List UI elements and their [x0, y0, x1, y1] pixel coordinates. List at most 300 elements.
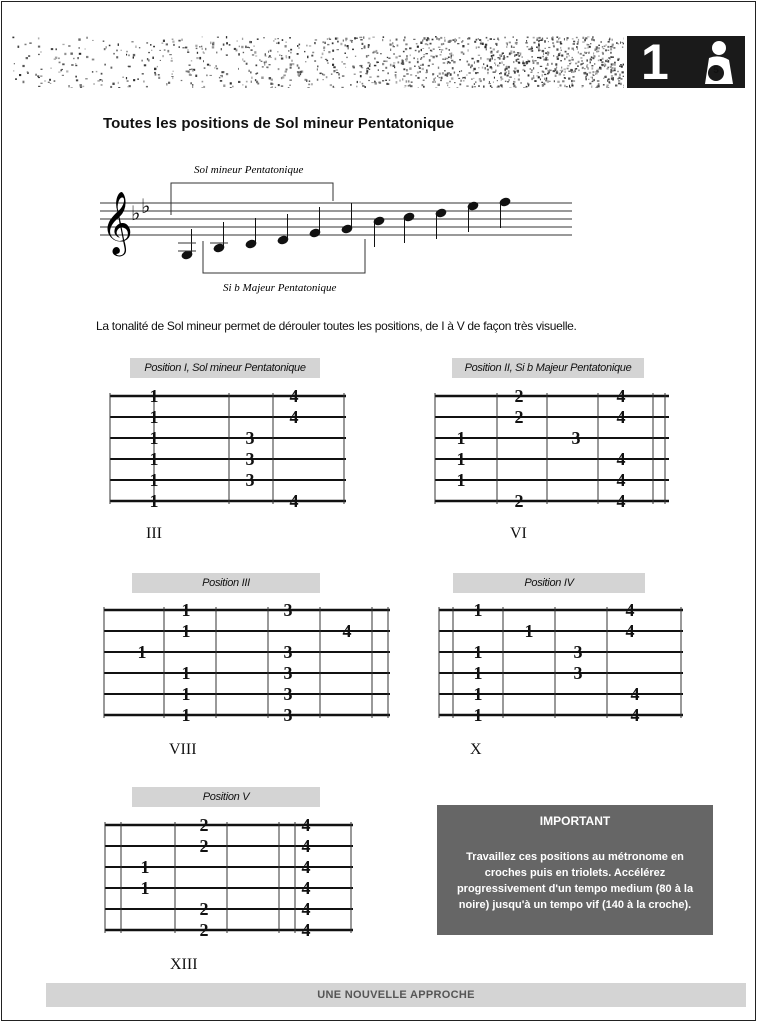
- speckle: [603, 48, 605, 49]
- speckle: [602, 46, 603, 47]
- finger-number: 1: [473, 663, 483, 683]
- speckle: [617, 71, 619, 72]
- speckle: [525, 87, 527, 88]
- speckle: [556, 48, 558, 50]
- speckle: [221, 75, 223, 77]
- speckle: [252, 54, 254, 55]
- speckle: [508, 79, 510, 81]
- speckle: [329, 38, 330, 39]
- speckle: [484, 46, 486, 48]
- speckle: [281, 86, 283, 87]
- speckle: [332, 42, 334, 44]
- speckle: [565, 71, 566, 73]
- speckle: [209, 65, 211, 66]
- speckle: [612, 44, 614, 46]
- speckle: [522, 62, 524, 64]
- speckle: [25, 44, 27, 46]
- speckle: [539, 50, 540, 51]
- speckle: [448, 57, 450, 59]
- speckle: [438, 84, 441, 86]
- speckle: [102, 80, 103, 82]
- page-number: 5: [713, 65, 719, 76]
- speckle: [552, 42, 554, 43]
- speckle: [314, 60, 316, 62]
- speckle: [589, 72, 592, 74]
- speckle: [553, 70, 555, 72]
- speckle: [536, 75, 538, 76]
- speckle: [253, 46, 255, 47]
- speckle: [518, 54, 520, 55]
- speckle: [332, 64, 334, 66]
- speckle: [188, 71, 190, 73]
- speckle: [508, 66, 510, 68]
- speckle: [556, 41, 558, 43]
- speckle: [289, 85, 290, 87]
- speckle: [275, 38, 277, 40]
- speckle: [380, 53, 382, 54]
- speckle: [311, 83, 313, 85]
- speckle: [533, 42, 535, 44]
- finger-number: 1: [456, 470, 466, 490]
- speckle: [270, 57, 272, 58]
- speckle: [289, 56, 291, 59]
- speckle: [92, 59, 95, 61]
- speckle: [582, 41, 585, 42]
- speckle: [326, 60, 328, 61]
- speckle: [197, 52, 198, 54]
- speckle: [422, 48, 424, 49]
- speckle: [427, 44, 428, 46]
- speckle: [553, 55, 554, 56]
- speckle: [28, 55, 30, 57]
- speckle: [527, 46, 529, 47]
- speckle: [364, 46, 366, 48]
- speckle: [418, 87, 419, 88]
- speckle: [598, 83, 600, 85]
- speckle: [438, 38, 440, 40]
- speckle: [542, 85, 543, 87]
- speckle: [611, 75, 613, 77]
- speckle: [405, 43, 407, 45]
- speckle: [594, 63, 595, 64]
- speckle: [256, 65, 258, 67]
- speckle: [336, 70, 338, 71]
- speckle: [430, 43, 432, 45]
- speckle: [444, 59, 445, 60]
- speckle: [169, 54, 172, 55]
- finger-number: 4: [301, 836, 311, 856]
- finger-number: 2: [199, 817, 209, 835]
- speckle: [127, 80, 129, 82]
- speckle: [574, 80, 575, 81]
- speckle: [421, 49, 422, 51]
- speckle: [317, 68, 318, 70]
- speckle: [556, 67, 557, 69]
- speckle: [415, 75, 417, 76]
- speckle: [290, 49, 292, 51]
- speckle: [111, 67, 113, 69]
- speckle: [500, 76, 502, 78]
- speckle: [607, 79, 608, 81]
- speckle: [78, 38, 80, 40]
- speckle: [223, 71, 224, 73]
- speckle: [581, 60, 583, 62]
- speckle: [605, 49, 607, 51]
- speckle: [615, 73, 617, 75]
- speckle: [567, 37, 569, 39]
- speckle: [540, 66, 542, 67]
- speckle: [341, 61, 343, 62]
- speckle: [473, 68, 475, 70]
- speckle: [171, 60, 173, 62]
- speckle: [202, 81, 204, 83]
- speckle: [544, 40, 546, 43]
- finger-number: 4: [616, 388, 626, 406]
- speckle: [503, 58, 505, 60]
- speckle: [560, 84, 562, 86]
- speckle: [13, 70, 14, 71]
- position-numeral-1: III: [146, 525, 162, 542]
- speckle: [587, 67, 588, 69]
- speckle: [443, 43, 444, 45]
- speckle: [223, 85, 225, 88]
- speckle: [361, 48, 362, 49]
- speckle: [410, 85, 413, 87]
- speckle: [490, 38, 492, 40]
- speckle: [403, 51, 405, 53]
- speckle: [64, 53, 66, 55]
- speckle: [528, 49, 529, 51]
- speckle: [577, 43, 579, 45]
- finger-number: 1: [137, 642, 147, 662]
- bracket-bottom-label: Si b Majeur Pentatonique: [223, 282, 337, 294]
- finger-number: 4: [301, 899, 311, 919]
- speckle: [195, 75, 197, 77]
- speckle: [144, 64, 146, 66]
- speckle: [116, 50, 118, 52]
- speckle: [413, 39, 415, 40]
- speckle: [540, 40, 543, 41]
- speckle: [450, 73, 452, 76]
- speckle: [572, 48, 574, 50]
- speckle: [51, 68, 52, 69]
- speckle: [547, 51, 548, 53]
- speckle: [38, 86, 40, 87]
- position-label-4: Position IV: [453, 573, 645, 593]
- speckle: [538, 45, 540, 47]
- speckle: [538, 40, 539, 42]
- speckle: [617, 78, 619, 79]
- speckle: [587, 64, 589, 65]
- speckle: [492, 57, 493, 59]
- speckle: [526, 61, 528, 63]
- speckle: [564, 77, 565, 78]
- speckle: [110, 86, 112, 88]
- speckle: [247, 47, 249, 48]
- speckle: [467, 44, 469, 45]
- speckle: [182, 47, 184, 48]
- speckle: [324, 50, 325, 51]
- speckle: [264, 63, 265, 65]
- bracket-top: [171, 183, 333, 215]
- speckle: [621, 66, 623, 68]
- speckle: [286, 69, 288, 71]
- fretboard-diagram-2: [433, 388, 673, 518]
- speckle: [500, 72, 502, 74]
- speckle: [498, 86, 500, 88]
- speckle: [609, 81, 610, 83]
- speckle: [86, 37, 87, 39]
- speckle: [598, 60, 599, 62]
- speckle: [297, 53, 299, 55]
- speckle: [549, 81, 551, 82]
- speckle: [491, 55, 493, 57]
- speckle: [309, 80, 311, 82]
- speckle: [588, 44, 590, 45]
- important-body: Travaillez ces positions au métronome en croches puis en triolets. Accélérez progressivement d'un tempo medium (80 à la noire) jusqu'à un tempo vif (140 à la croche).: [456, 851, 694, 911]
- speckle: [420, 58, 421, 60]
- speckle: [37, 75, 39, 77]
- speckle: [594, 55, 595, 57]
- speckle: [266, 67, 268, 68]
- speckle: [569, 85, 570, 87]
- speckle: [545, 48, 546, 49]
- speckle: [600, 41, 602, 43]
- speckle: [432, 64, 434, 65]
- speckle: [587, 44, 588, 46]
- speckle: [418, 66, 420, 67]
- finger-number: 1: [473, 602, 483, 620]
- speckle: [476, 39, 478, 41]
- speckle: [105, 64, 106, 66]
- speckle: [139, 47, 140, 48]
- speckle: [406, 59, 408, 61]
- speckle: [336, 72, 338, 73]
- speckle: [278, 38, 279, 39]
- speckle: [359, 37, 361, 38]
- speckle: [458, 78, 460, 79]
- speckle: [257, 38, 259, 40]
- speckle: [77, 57, 79, 59]
- speckle: [192, 70, 194, 72]
- speckle: [38, 54, 40, 55]
- speckle: [432, 39, 434, 41]
- speckle: [595, 87, 597, 88]
- speckle: [113, 53, 115, 55]
- speckle: [304, 51, 305, 52]
- speckle: [437, 75, 438, 77]
- position-label-1: Position I, Sol mineur Pentatonique: [130, 358, 320, 378]
- speckle: [367, 70, 369, 72]
- speckle: [238, 53, 240, 55]
- speckle: [522, 57, 523, 58]
- speckle: [531, 69, 532, 71]
- speckle: [490, 85, 492, 87]
- speckle: [556, 36, 558, 38]
- speckle: [345, 67, 346, 68]
- speckle: [282, 39, 284, 41]
- speckle: [382, 70, 384, 71]
- speckle: [246, 63, 248, 65]
- speckle: [56, 48, 57, 50]
- speckle: [408, 80, 410, 82]
- speckle: [282, 76, 284, 78]
- speckle: [382, 39, 383, 41]
- speckle: [171, 76, 173, 77]
- speckle: [368, 62, 370, 64]
- speckle: [386, 83, 388, 85]
- speckle: [314, 42, 316, 44]
- speckle: [426, 77, 427, 79]
- speckle: [564, 85, 565, 87]
- speckle: [51, 48, 53, 50]
- speckle: [219, 77, 221, 79]
- speckle: [255, 79, 256, 81]
- speckle: [309, 45, 311, 46]
- position-numeral-2: VI: [510, 525, 527, 542]
- speckle: [307, 56, 309, 59]
- speckle: [420, 65, 421, 66]
- speckle: [598, 47, 600, 49]
- speckle: [118, 82, 119, 84]
- speckle: [305, 79, 307, 81]
- speckle: [487, 65, 489, 67]
- speckle: [167, 50, 169, 53]
- speckle: [68, 85, 70, 87]
- speckle: [373, 52, 374, 53]
- speckle: [575, 68, 576, 70]
- speckle: [230, 87, 232, 88]
- fretboard-diagram-5: [103, 817, 357, 947]
- speckle: [504, 73, 506, 75]
- finger-number: 4: [616, 449, 626, 469]
- speckle: [617, 59, 619, 61]
- speckle: [68, 45, 70, 46]
- speckle: [308, 84, 310, 86]
- speckle: [573, 71, 575, 73]
- finger-number: 2: [199, 899, 209, 919]
- speckle: [54, 80, 56, 82]
- speckle: [513, 81, 515, 83]
- flat-icon: ♭: [141, 196, 151, 218]
- speckle: [398, 61, 400, 63]
- speckle: [362, 83, 364, 85]
- speckle: [531, 50, 533, 52]
- finger-number: 1: [456, 449, 466, 469]
- speckle: [126, 77, 127, 79]
- finger-number: 4: [616, 470, 626, 490]
- speckle: [333, 70, 335, 72]
- speckle: [191, 60, 192, 61]
- speckle: [417, 46, 419, 48]
- speckle: [543, 53, 544, 55]
- speckle: [569, 55, 570, 56]
- speckle: [505, 68, 507, 70]
- speckle: [212, 46, 214, 48]
- speckle: [561, 71, 562, 73]
- speckle: [486, 37, 488, 39]
- speckle: [166, 43, 168, 45]
- speckle: [592, 71, 594, 72]
- speckle: [591, 59, 593, 61]
- speckle: [357, 81, 358, 83]
- speckle: [238, 81, 240, 83]
- speckle: [509, 76, 512, 78]
- speckle: [192, 84, 193, 86]
- speckle: [372, 37, 374, 38]
- speckle: [366, 68, 368, 70]
- speckle: [385, 80, 387, 81]
- speckle: [348, 47, 349, 49]
- speckle: [48, 82, 50, 83]
- speckle: [396, 39, 398, 41]
- speckle: [497, 50, 499, 52]
- speckle: [462, 40, 463, 42]
- speckle: [537, 85, 539, 87]
- speckle: [50, 83, 52, 84]
- speckle: [202, 36, 203, 37]
- speckle: [441, 79, 442, 81]
- speckle: [340, 43, 342, 45]
- finger-number: 3: [571, 428, 581, 448]
- speckle: [403, 75, 405, 77]
- speckle: [451, 55, 452, 57]
- speckle: [390, 49, 391, 51]
- speckle: [446, 74, 448, 76]
- speckle: [80, 87, 82, 88]
- speckle: [428, 47, 429, 48]
- speckle: [181, 39, 183, 41]
- speckle: [478, 46, 480, 48]
- speckle: [613, 47, 615, 49]
- speckle: [196, 57, 198, 59]
- speckle: [330, 84, 332, 86]
- speckle: [476, 47, 477, 49]
- speckle: [582, 37, 584, 39]
- speckle: [249, 41, 251, 43]
- speckle: [495, 70, 496, 72]
- speckle: [255, 56, 257, 57]
- speckle: [623, 88, 624, 89]
- speckle: [59, 62, 61, 64]
- speckle: [523, 61, 524, 62]
- speckle: [594, 39, 595, 41]
- speckle: [472, 86, 474, 88]
- speckle: [533, 77, 535, 78]
- finger-number: 1: [140, 878, 150, 898]
- speckle: [321, 57, 323, 59]
- speckle: [441, 49, 443, 50]
- speckle: [40, 83, 42, 84]
- speckle: [466, 85, 468, 86]
- finger-number: 3: [245, 470, 255, 490]
- speckle: [422, 68, 424, 70]
- speckle: [497, 38, 498, 40]
- speckle: [339, 77, 341, 79]
- speckle: [449, 53, 451, 55]
- speckle: [432, 73, 433, 75]
- speckle: [439, 49, 441, 50]
- speckle: [395, 76, 396, 78]
- speckle: [576, 37, 578, 38]
- speckle: [133, 57, 134, 59]
- speckle: [425, 43, 427, 45]
- speckle: [264, 37, 265, 38]
- speckle: [537, 57, 540, 58]
- speckle: [466, 74, 467, 76]
- speckle: [189, 74, 191, 76]
- speckle: [377, 76, 379, 78]
